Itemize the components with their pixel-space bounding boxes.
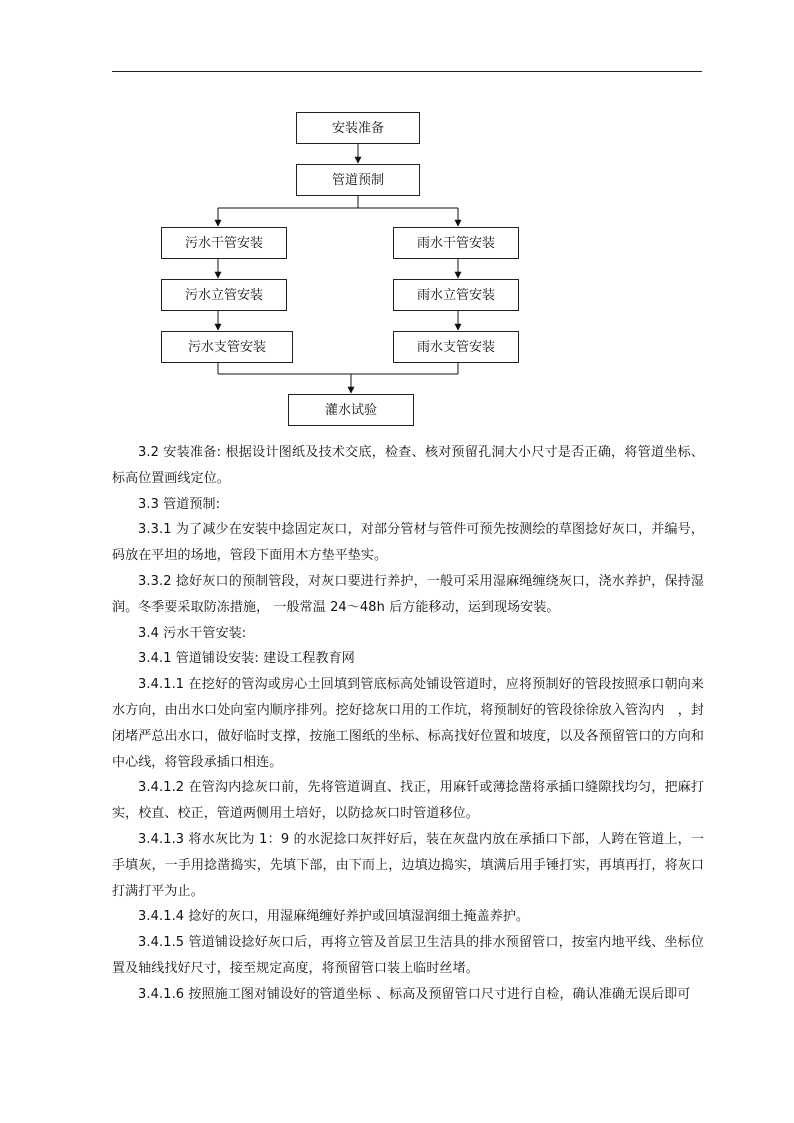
box-sewage-main: 污水干管安装 [161,227,287,259]
para-3-4-1-4: 3.4.1.4 捻好的灰口，用湿麻绳缠好养护或回填湿润细土掩盖养护。 [138,909,530,925]
para-3-4-1-3: 3.4.1.3 将水灰比为 1：9 的水泥捻口灰拌好后，装在灰盘内放在承插口下部，人跨在管道上，一手填灰，一手用捻凿捣实，先填下部，由下而上，边填边捣实，填满后用手锤打实，再填再打，将灰口打满打平为止。 [112,831,704,899]
para-3-4-1-5: 3.4.1.5 管道铺设捻好灰口后，再将立管及首层卫生洁具的排水预留管口，按室内地平线、坐标位置及轴线找好尺寸，接至规定高度，将预留管口装上临时丝堵。 [112,935,704,976]
para-3-4: 3.4 污水干管安装: [138,625,247,641]
para-3-3-1: 3.3.1 为了减少在安装中捻固定灰口，对部分管材与管件可预先按测绘的草图捻好灰口，并编号，码放在平坦的场地，管段下面用木方垫平垫实。 [112,522,704,564]
installation-flowchart [0,0,794,440]
box-rain-main: 雨水干管安装 [393,227,519,259]
box-sewage-branch: 污水支管安装 [161,331,293,363]
flowchart-connectors [0,0,794,440]
para-3-3-2: 3.3.2 捻好灰口的预制管段，对灰口要进行养护，一般可采用湿麻绳缠绕灰口，浇水养护，保持湿润。冬季要采取防冻措施， 一般常温 24～48h 后方能移动，运到现场安装。 [112,573,704,615]
box-water-test: 灌水试验 [288,394,414,426]
box-pipe-prefab: 管道预制 [296,164,420,196]
para-3-4-1-2: 3.4.1.2 在管沟内捻灰口前，先将管道调直、找正，用麻钎或薄捻凿将承插口缝隙找均匀，把麻打实，校直、校正，管道两侧用土培好，以防捻灰口时管道移位。 [112,780,704,822]
para-3-3: 3.3 管道预制: [138,496,221,512]
para-3-4-1: 3.4.1 管道铺设安装: 建设工程教育网 [138,651,355,667]
box-install-prep: 安装准备 [296,112,420,144]
box-sewage-riser: 污水立管安装 [161,279,287,311]
box-rain-branch: 雨水支管安装 [393,331,519,363]
body-text [112,440,704,1008]
box-rain-riser: 雨水立管安装 [393,279,519,311]
para-3-2: 3.2 安装准备: 根据设计图纸及技术交底，检查、核对预留孔洞大小尺寸是否正确，将管道坐标、标高位置画线定位。 [112,445,704,486]
para-3-4-1-6: 3.4.1.6 按照施工图对铺设好的管道坐标 、标高及预留管口尺寸进行自检，确认准确无误后即可 [138,986,691,1002]
para-3-4-1-1: 3.4.1.1 在挖好的管沟或房心土回填到管底标高处铺设管道时，应将预制好的管段按照承口朝向来水方向，由出水口处向室内顺序排列。挖好捻灰口用的工作坑，将预制好的管段徐徐放入管沟内 ，封闭堵严总出水口，做好临时支撑，按施工图纸的坐标、标高找好位置和坡度，以及各预留管口的方向和中心线，将管段承插口相连。 [112,677,704,770]
